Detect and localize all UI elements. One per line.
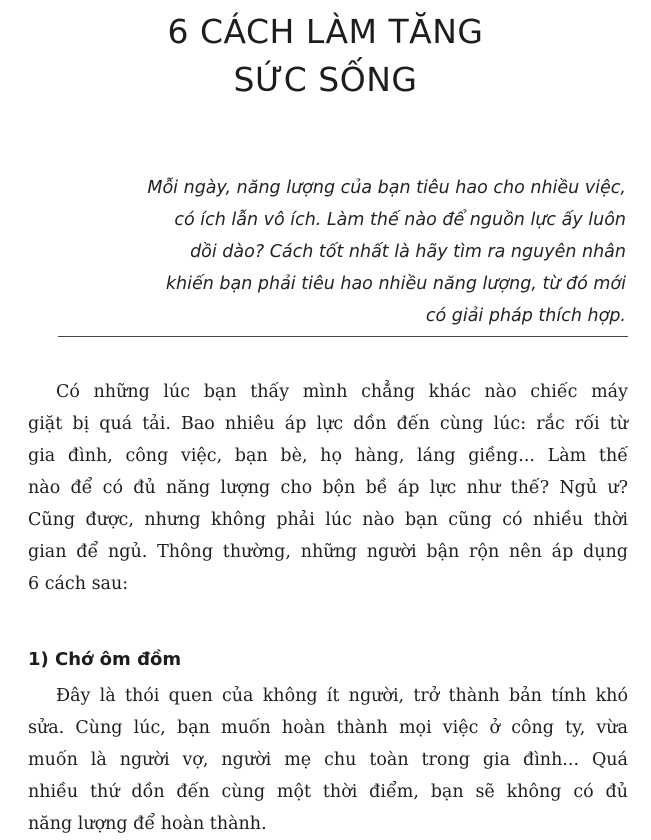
intro-line: Mỗi ngày, năng lượng của bạn tiêu hao cho nhiều việc, — [147, 178, 626, 198]
section-heading-1: 1) Chớ ôm đồm — [28, 649, 182, 670]
body-line: gia đình, công việc, bạn bè, họ hàng, láng giềng... Làm thế — [28, 446, 628, 466]
intro-lead-paragraph — [60, 172, 626, 332]
body-line: 6 cách sau: — [28, 574, 129, 594]
intro-line: khiến bạn phải tiêu hao nhiều năng lượng, từ đó mới — [165, 274, 626, 294]
intro-line: có ích lẫn vô ích. Làm thế nào để nguồn lực ấy luôn — [174, 210, 626, 230]
body-line: gian để ngủ. Thông thường, những người bận rộn nên áp dụng — [28, 542, 628, 562]
article-title — [0, 8, 651, 104]
body-line: Đây là thói quen của không ít người, trở thành bản tính khó — [56, 686, 628, 706]
body-line: Cũng được, nhưng không phải lúc nào bạn cũng có nhiều thời — [28, 510, 628, 530]
intro-line: có giải pháp thích hợp. — [425, 306, 626, 326]
body-line: sửa. Cùng lúc, bạn muốn hoàn thành mọi việc ở công ty, vừa — [28, 718, 628, 738]
article-title-line-2: SỨC SỐNG — [233, 60, 418, 99]
body-line: muốn là người vợ, người mẹ chu toàn trong gia đình... Quá — [28, 750, 628, 770]
body-line: giặt bị quá tải. Bao nhiêu áp lực dồn đến cùng lúc: rắc rối từ — [28, 414, 628, 434]
body-line: nhiều thứ dồn đến cùng một thời điểm, bạn sẽ không có đủ — [28, 782, 628, 802]
intro-line: dồi dào? Cách tốt nhất là hãy tìm ra nguyên nhân — [190, 242, 626, 262]
article-title-line-1: 6 CÁCH LÀM TĂNG — [167, 12, 484, 51]
section-divider — [58, 336, 628, 337]
body-line: năng lượng để hoàn thành. — [28, 814, 267, 834]
body-line: nào để có đủ năng lượng cho bộn bề áp lực như thế? Ngủ ư? — [28, 478, 628, 498]
body-paragraph-1 — [28, 376, 628, 600]
body-paragraph-2 — [28, 680, 628, 840]
body-line: Có những lúc bạn thấy mình chẳng khác nào chiếc máy — [56, 382, 628, 402]
